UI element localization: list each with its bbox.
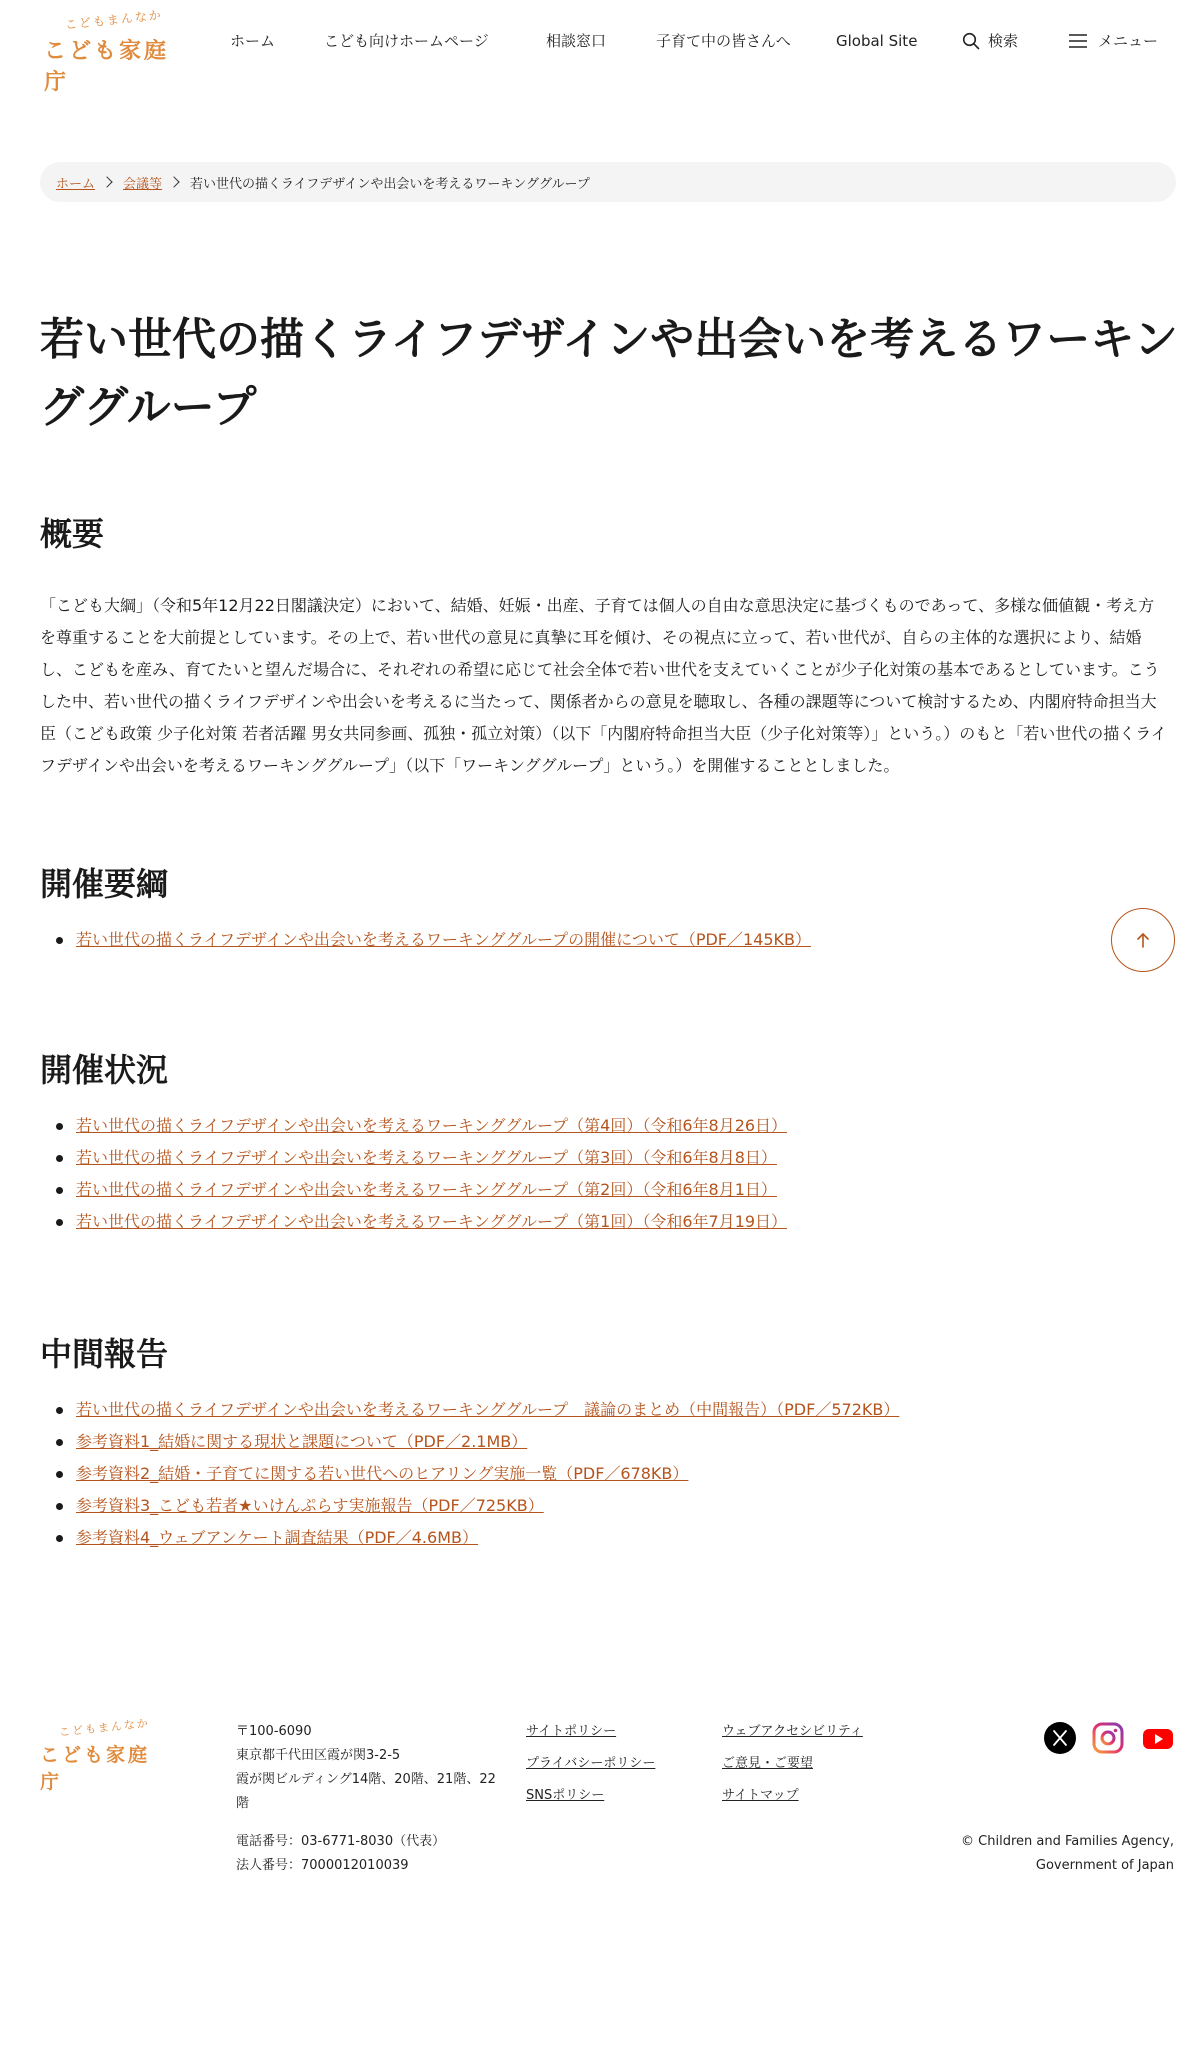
back-to-top-button[interactable] xyxy=(1111,908,1175,972)
copyright-line-2: Government of Japan xyxy=(1035,1858,1174,1873)
search-label: 検索 xyxy=(988,32,1019,50)
instagram-icon xyxy=(1092,1722,1124,1754)
list-item xyxy=(76,1458,899,1490)
reference-pdf-link-3[interactable]: 参考資料3_こども若者★いけんぷらす実施報告（PDF／725KB） xyxy=(76,1496,544,1515)
chevron-right-icon xyxy=(168,176,179,187)
chevron-right-icon xyxy=(101,176,112,187)
footer-link-site-policy[interactable]: サイトポリシー xyxy=(526,1724,617,1739)
footer-logo-name: こども家庭庁 xyxy=(40,1744,151,1793)
footer-link-accessibility[interactable]: ウェブアクセシビリティ xyxy=(722,1724,863,1739)
report-heading: 中間報告 xyxy=(40,1335,169,1373)
footer-address xyxy=(236,1720,496,1816)
copyright xyxy=(874,1830,1174,1878)
phone-number: 電話番号：03-6771-8030（代表） xyxy=(236,1834,446,1849)
report-pdf-link[interactable]: 若い世代の描くライフデザインや出会いを考えるワーキンググループ 議論のまとめ（中間報告）（PDF／572KB） xyxy=(76,1400,900,1419)
reference-pdf-link-1[interactable]: 参考資料1_結婚に関する現状と課題について（PDF／2.1MB） xyxy=(76,1432,528,1451)
search-icon xyxy=(962,32,980,50)
list-item xyxy=(76,1394,899,1426)
status-list xyxy=(76,1110,787,1238)
reference-pdf-link-4[interactable]: 参考資料4_ウェブアンケート調査結果（PDF／4.6MB） xyxy=(76,1528,478,1547)
footer-link-feedback[interactable]: ご意見・ご要望 xyxy=(722,1756,814,1771)
footer-link-privacy-policy[interactable]: プライバシーポリシー xyxy=(526,1756,656,1771)
corporate-number: 法人番号：7000012010039 xyxy=(236,1858,409,1873)
footer-link-sns-policy[interactable]: SNSポリシー xyxy=(526,1788,605,1803)
breadcrumb-current: 若い世代の描くライフデザインや出会いを考えるワーキンググループ xyxy=(190,176,590,192)
nav-consultation[interactable]: 相談窓口 xyxy=(546,32,607,50)
footer-link-sitemap[interactable]: サイトマップ xyxy=(722,1788,799,1803)
outline-pdf-link[interactable]: 若い世代の描くライフデザインや出会いを考えるワーキンググループの開催について（PDF／145KB） xyxy=(76,930,812,949)
nav-global-site[interactable]: Global Site xyxy=(836,32,918,50)
nav-home[interactable]: ホーム xyxy=(230,32,276,50)
footer-logo-tagline: こどもまんなか xyxy=(58,1716,151,1740)
copyright-line-1: © Children and Families Agency, xyxy=(961,1834,1174,1849)
postal-code: 〒100-6090 xyxy=(236,1724,312,1739)
instagram-link[interactable] xyxy=(1092,1722,1124,1754)
list-item xyxy=(76,924,811,956)
hamburger-icon xyxy=(1068,33,1088,49)
overview-text: 「こども大綱」（令和5年12月22日閣議決定）において、結婚、妊娠・出産、子育ては個人の自由な意思決定に基づくものであって、多様な価値観・考え方を尊重することを大前提としています。その上で、若い世代の意見に真摯に耳を傾け、その視点に立って、若い世代が、自らの主体的な選択により、結婚し、こどもを産み、育てたいと望んだ場合に、それぞれの希望に応じて社会全体で若い世代を支えていくことが少子化対策の基本であるとしています。こうした中、若い世代の描くライフデザインや出会いを考えるに当たって、関係者からの意見を聴取し、各種の課題等について検討するため、内閣府特命担当大臣（こども政策 少子化対策 若者活躍 男女共同参画、孤独・孤立対策）（以下「内閣府特命担当大臣（少子化対策等）」という。）のもと「若い世代の描くライフデザインや出会いを考えるワーキンググループ」（以下「ワーキンググループ」という。）を開催することとしました。 xyxy=(40,596,1167,775)
meeting-link-1[interactable]: 若い世代の描くライフデザインや出会いを考えるワーキンググループ（第1回）（令和6年7月19日） xyxy=(76,1212,788,1231)
list-item xyxy=(76,1206,787,1238)
list-item xyxy=(76,1110,787,1142)
list-item xyxy=(76,1522,899,1554)
report-list xyxy=(76,1394,899,1554)
list-item xyxy=(76,1142,787,1174)
outline-heading: 開催要綱 xyxy=(40,865,169,903)
logo-tagline: こどもまんなか xyxy=(64,7,164,33)
meeting-link-3[interactable]: 若い世代の描くライフデザインや出会いを考えるワーキンググループ（第3回）（令和6年8月8日） xyxy=(76,1148,777,1167)
meeting-link-2[interactable]: 若い世代の描くライフデザインや出会いを考えるワーキンググループ（第2回）（令和6年8月1日） xyxy=(76,1180,777,1199)
list-item xyxy=(76,1426,899,1458)
nav-parents[interactable]: 子育て中の皆さんへ xyxy=(656,32,791,50)
status-heading: 開催状況 xyxy=(40,1051,169,1089)
list-item xyxy=(76,1174,787,1206)
address-line: 東京都千代田区霞が関3-2-5 xyxy=(236,1748,401,1763)
youtube-link[interactable] xyxy=(1142,1722,1174,1754)
menu-button[interactable] xyxy=(1068,28,1158,54)
reference-pdf-link-2[interactable]: 参考資料2_結婚・子育てに関する若い世代へのヒアリング実施一覧（PDF／678KB） xyxy=(76,1464,689,1483)
site-header xyxy=(0,0,1200,95)
nav-kids-page[interactable]: こども向けホームページ xyxy=(324,32,489,50)
breadcrumb-home[interactable]: ホーム xyxy=(56,176,96,192)
footer-contact xyxy=(236,1830,496,1878)
breadcrumb xyxy=(40,162,1176,202)
logo-name: こども家庭庁 xyxy=(44,39,170,95)
footer-logo[interactable] xyxy=(40,1716,170,1793)
meeting-link-4[interactable]: 若い世代の描くライフデザインや出会いを考えるワーキンググループ（第4回）（令和6年8月26日） xyxy=(76,1116,788,1135)
site-logo[interactable] xyxy=(44,7,184,95)
outline-list xyxy=(76,924,811,956)
address-building: 霞が関ビルディング14階、20階、21階、22階 xyxy=(236,1772,496,1811)
overview-heading: 概要 xyxy=(40,515,105,553)
list-item xyxy=(76,1490,899,1522)
youtube-icon xyxy=(1142,1722,1174,1754)
arrow-up-icon xyxy=(1134,931,1152,949)
breadcrumb-meetings[interactable]: 会議等 xyxy=(123,176,163,192)
search-button[interactable] xyxy=(962,28,1018,54)
x-link[interactable] xyxy=(1044,1722,1076,1754)
x-icon xyxy=(1044,1722,1076,1754)
page-title: 若い世代の描くライフデザインや出会いを考えるワーキンググループ xyxy=(40,314,1178,433)
menu-label: メニュー xyxy=(1098,32,1159,50)
